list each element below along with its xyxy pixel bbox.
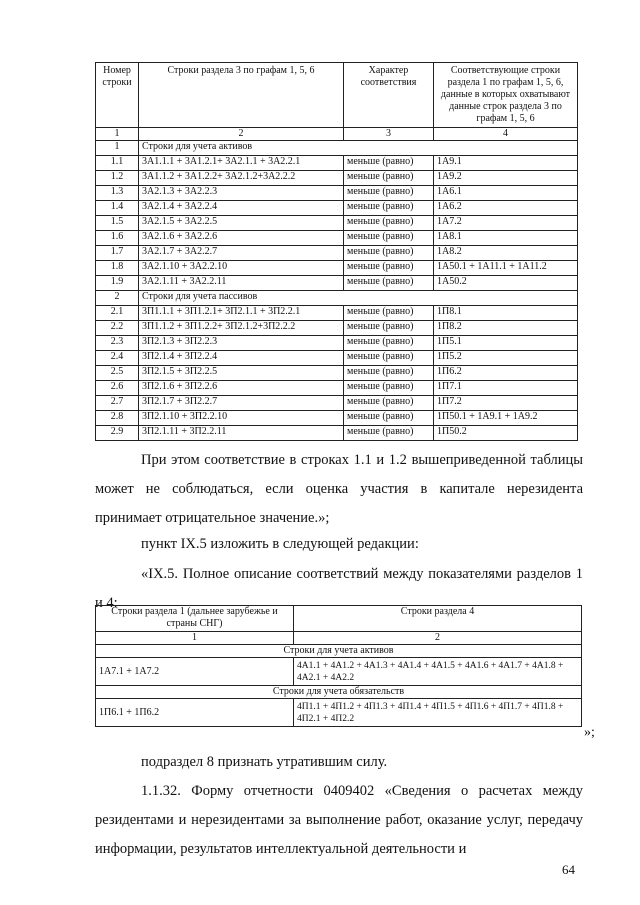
table-row <box>96 321 578 336</box>
table-row <box>96 381 578 396</box>
section3-formula: 3A2.1.3 + 3A2.2.3 <box>139 186 344 201</box>
section3-formula: 3A1.1.2 + 3A1.2.2+ 3A2.1.2+3A2.2.2 <box>139 171 344 186</box>
row-number: 2.9 <box>96 426 139 441</box>
row-number: 2.7 <box>96 396 139 411</box>
table-row <box>96 351 578 366</box>
row-number: 1.8 <box>96 261 139 276</box>
column-number: 2 <box>139 128 344 141</box>
section-title: Строки для учета активов <box>139 141 578 156</box>
section3-formula: 3A2.1.5 + 3A2.2.5 <box>139 216 344 231</box>
section-title-assets: Строки для учета активов <box>96 645 582 658</box>
section3-formula: 3П2.1.3 + 3П2.2.3 <box>139 336 344 351</box>
section1-formula: 1A9.1 <box>434 156 578 171</box>
correspondence-type: меньше (равно) <box>344 186 434 201</box>
header-correspondence-type: Характер соответствия <box>344 63 434 128</box>
correspondence-type: меньше (равно) <box>344 396 434 411</box>
column-number: 3 <box>344 128 434 141</box>
correspondence-table-sections-1-4 <box>95 605 582 727</box>
section1-formula: 1A8.1 <box>434 231 578 246</box>
row-number: 1.5 <box>96 216 139 231</box>
paragraph-ix5: «IX.5. Полное описание соответствий между показателями разделов 1 и 4: <box>95 566 583 611</box>
correspondence-type: меньше (равно) <box>344 201 434 216</box>
section3-formula: 3A2.1.10 + 3A2.2.10 <box>139 261 344 276</box>
table-header-row <box>96 606 582 632</box>
table-row <box>96 156 578 171</box>
table-header-row <box>96 63 578 128</box>
column-number: 2 <box>294 632 582 645</box>
table-row <box>96 246 578 261</box>
header-section1: Строки раздела 1 (дальнее зарубежье и страны СНГ) <box>96 606 294 632</box>
row-number: 2.1 <box>96 306 139 321</box>
correspondence-type: меньше (равно) <box>344 231 434 246</box>
section-number: 1 <box>96 141 139 156</box>
row-number: 2.5 <box>96 366 139 381</box>
column-number: 4 <box>434 128 578 141</box>
column-number-row <box>96 128 578 141</box>
table-row <box>96 336 578 351</box>
section1-liabilities-formula: 1П6.1 + 1П6.2 <box>96 699 294 727</box>
table-row <box>96 411 578 426</box>
table-row <box>96 231 578 246</box>
section3-formula: 3П2.1.5 + 3П2.2.5 <box>139 366 344 381</box>
section4-assets-formula: 4A1.1 + 4A1.2 + 4A1.3 + 4A1.4 + 4A1.5 + 4A1.6 + 4A1.7 + 4A1.8 + 4A2.1 + 4A2.2 <box>294 658 582 686</box>
section3-formula: 3П2.1.10 + 3П2.2.10 <box>139 411 344 426</box>
section3-formula: 3A2.1.6 + 3A2.2.6 <box>139 231 344 246</box>
correspondence-type: меньше (равно) <box>344 276 434 291</box>
section1-formula: 1A9.2 <box>434 171 578 186</box>
table-row <box>96 396 578 411</box>
section1-formula: 1A6.2 <box>434 201 578 216</box>
closing-quote: »; <box>584 725 595 740</box>
section-title-liabilities: Строки для учета обязательств <box>96 686 582 699</box>
correspondence-type: меньше (равно) <box>344 321 434 336</box>
section-number: 2 <box>96 291 139 306</box>
section1-formula: 1П8.2 <box>434 321 578 336</box>
header-section3-rows: Строки раздела 3 по графам 1, 5, 6 <box>139 63 344 128</box>
row-number: 1.4 <box>96 201 139 216</box>
section1-formula: 1A50.1 + 1A11.1 + 1A11.2 <box>434 261 578 276</box>
section3-formula: 3A1.1.1 + 3A1.2.1+ 3A2.1.1 + 3A2.2.1 <box>139 156 344 171</box>
paragraph-subsection8: подраздел 8 признать утратившим силу. <box>141 754 388 770</box>
correspondence-type: меньше (равно) <box>344 216 434 231</box>
section3-formula: 3A2.1.11 + 3A2.2.11 <box>139 276 344 291</box>
row-number: 2.2 <box>96 321 139 336</box>
section3-formula: 3A2.1.7 + 3A2.2.7 <box>139 246 344 261</box>
header-section1-rows: Соответствующие строки раздела 1 по графам 1, 5, 6, данные в которых охватывают данные строк раздела 3 по графам 1, 5, 6 <box>434 63 578 128</box>
paragraph-amendment: пункт IX.5 изложить в следующей редакции: <box>141 536 419 552</box>
section3-formula: 3A2.1.4 + 3A2.2.4 <box>139 201 344 216</box>
header-row-number: Номер строки <box>96 63 139 128</box>
correspondence-type: меньше (равно) <box>344 336 434 351</box>
row-number: 1.9 <box>96 276 139 291</box>
section3-formula: 3П2.1.11 + 3П2.2.11 <box>139 426 344 441</box>
section1-formula: 1П7.2 <box>434 396 578 411</box>
section1-formula: 1A7.2 <box>434 216 578 231</box>
section1-formula: 1П5.2 <box>434 351 578 366</box>
correspondence-type: меньше (равно) <box>344 171 434 186</box>
table-body <box>96 141 578 441</box>
section1-formula: 1A6.1 <box>434 186 578 201</box>
section4-liabilities-formula: 4П1.1 + 4П1.2 + 4П1.3 + 4П1.4 + 4П1.5 + 4П1.6 + 4П1.7 + 4П1.8 + 4П2.1 + 4П2.2 <box>294 699 582 727</box>
paragraph-note: При этом соответствие в строках 1.1 и 1.2 вышеприведенной таблицы может не соблюдаться, если оценка участия в капитале нерезидента принимает отрицательное значение.»; <box>95 452 583 526</box>
correspondence-type: меньше (равно) <box>344 381 434 396</box>
correspondence-type: меньше (равно) <box>344 156 434 171</box>
correspondence-type: меньше (равно) <box>344 411 434 426</box>
row-number: 1.7 <box>96 246 139 261</box>
table-row <box>96 171 578 186</box>
section-row-liabilities <box>96 686 582 699</box>
section1-formula: 1П50.1 + 1A9.1 + 1A9.2 <box>434 411 578 426</box>
section-row <box>96 141 578 156</box>
correspondence-type: меньше (равно) <box>344 261 434 276</box>
section-title: Строки для учета пассивов <box>139 291 578 306</box>
table-row <box>96 306 578 321</box>
correspondence-type: меньше (равно) <box>344 306 434 321</box>
table-row <box>96 658 582 686</box>
column-number: 1 <box>96 128 139 141</box>
row-number: 2.6 <box>96 381 139 396</box>
table-row <box>96 699 582 727</box>
row-number: 1.1 <box>96 156 139 171</box>
section1-formula: 1П8.1 <box>434 306 578 321</box>
section1-formula: 1П6.2 <box>434 366 578 381</box>
row-number: 2.4 <box>96 351 139 366</box>
section3-formula: 3П2.1.7 + 3П2.2.7 <box>139 396 344 411</box>
row-number: 1.3 <box>96 186 139 201</box>
correspondence-type: меньше (равно) <box>344 426 434 441</box>
column-number: 1 <box>96 632 294 645</box>
section3-formula: 3П1.1.1 + 3П1.2.1+ 3П2.1.1 + 3П2.2.1 <box>139 306 344 321</box>
correspondence-table-sections-3-1 <box>95 62 578 441</box>
table-row <box>96 201 578 216</box>
table-row <box>96 261 578 276</box>
row-number: 2.3 <box>96 336 139 351</box>
page-number: 64 <box>562 862 575 877</box>
section1-formula: 1A8.2 <box>434 246 578 261</box>
row-number: 1.2 <box>96 171 139 186</box>
paragraph-1-1-32: 1.1.32. Форму отчетности 0409402 «Сведения о расчетах между резидентами и нерезидентами за выполнение работ, оказание услуг, передачу информации, результатов интеллектуальной деятельности и <box>95 783 583 857</box>
section1-formula: 1П7.1 <box>434 381 578 396</box>
section3-formula: 3П2.1.6 + 3П2.2.6 <box>139 381 344 396</box>
section-row <box>96 291 578 306</box>
section3-formula: 3П1.1.2 + 3П1.2.2+ 3П2.1.2+3П2.2.2 <box>139 321 344 336</box>
column-number-row <box>96 632 582 645</box>
section1-assets-formula: 1A7.1 + 1A7.2 <box>96 658 294 686</box>
row-number: 1.6 <box>96 231 139 246</box>
header-section4: Строки раздела 4 <box>294 606 582 632</box>
section1-formula: 1A50.2 <box>434 276 578 291</box>
table-row <box>96 426 578 441</box>
table-row <box>96 276 578 291</box>
section1-formula: 1П5.1 <box>434 336 578 351</box>
section1-formula: 1П50.2 <box>434 426 578 441</box>
section-row-assets <box>96 645 582 658</box>
table-row <box>96 216 578 231</box>
correspondence-type: меньше (равно) <box>344 366 434 381</box>
row-number: 2.8 <box>96 411 139 426</box>
correspondence-type: меньше (равно) <box>344 351 434 366</box>
section3-formula: 3П2.1.4 + 3П2.2.4 <box>139 351 344 366</box>
correspondence-type: меньше (равно) <box>344 246 434 261</box>
table-row <box>96 186 578 201</box>
table-row <box>96 366 578 381</box>
